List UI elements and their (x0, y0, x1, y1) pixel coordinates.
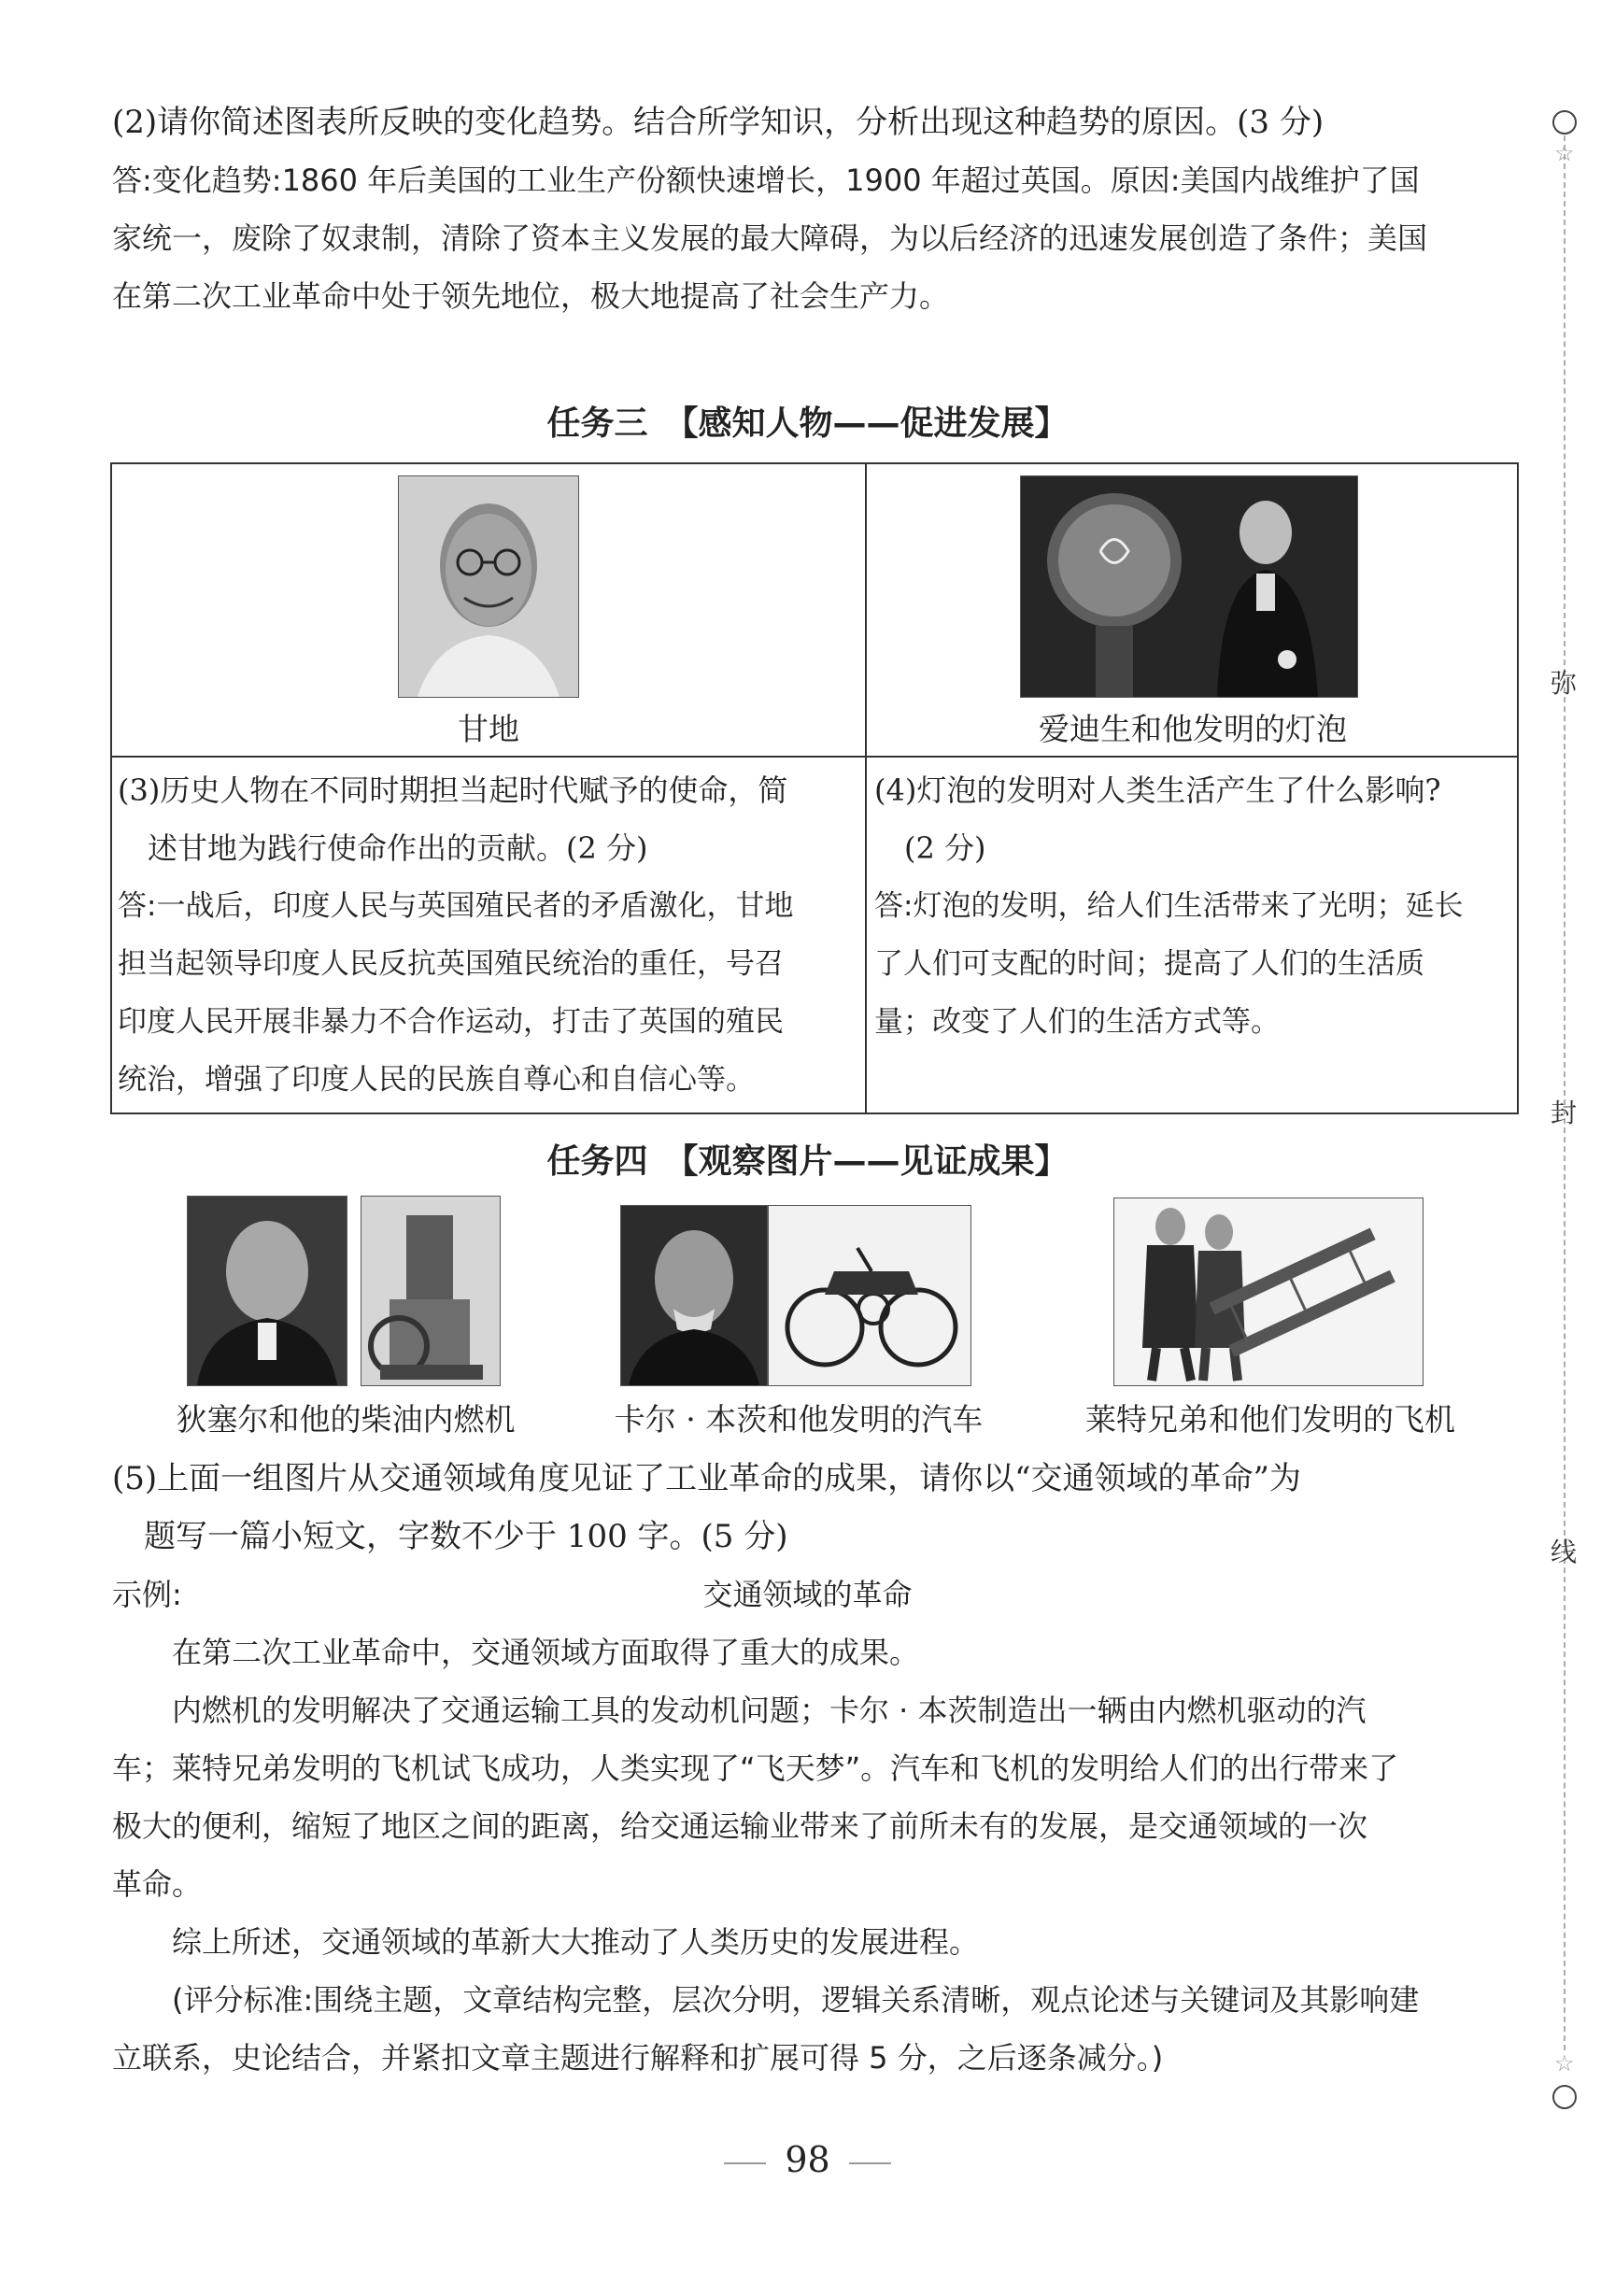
table-divider-vertical (865, 464, 867, 1113)
essay-title: 交通领域的革命 (702, 1577, 913, 1612)
answer-4-line-2: 了人们可支配的时间；提高了人们的生活质 (874, 947, 1424, 981)
essay-line-4: 极大的便利，缩短了地区之间的距离，给交通运输业带来了前所未有的发展，是交通领域的一次 (112, 1808, 1368, 1844)
edison-caption: 爱迪生和他发明的灯泡 (1039, 711, 1347, 747)
answer-4-line-1: 答:灯泡的发明，给人们生活带来了光明；延长 (874, 889, 1464, 923)
essay-line-5: 革命。 (112, 1866, 203, 1902)
question-3-cell (118, 761, 861, 1109)
answer-2-line-1: 答:变化趋势:1860 年后美国的工业生产份额快速增长，1900 年超过英国。原因:美国内战维护了国 (112, 163, 1420, 198)
binding-circle-bottom (1552, 2085, 1577, 2109)
page-number-value: 98 (785, 2139, 830, 2180)
edison-bulb-photo (1020, 475, 1358, 698)
benz-car-photo (768, 1205, 971, 1386)
answer-2-line-2: 家统一，废除了奴隶制，清除了资本主义发展的最大障碍，为以后经济的迅速发展创造了条件；美国 (112, 220, 1428, 256)
binding-circle-top (1552, 110, 1577, 135)
wright-brothers-photo (1113, 1198, 1424, 1386)
task-3-table (110, 462, 1519, 1114)
margin-char-xian: 线 (1551, 1537, 1578, 1567)
task-3-title: 任务三 【感知人物——促进发展】 (546, 404, 1069, 443)
gandhi-caption: 甘地 (458, 711, 519, 747)
question-2: (2)请你简述图表所反映的变化趋势。结合所学知识，分析出现这种趋势的原因。(3 分) (112, 104, 1325, 141)
question-4-line-1: (4)灯泡的发明对人类生活产生了什么影响? (874, 772, 1441, 808)
example-label: 示例: (112, 1577, 182, 1612)
essay-line-1: 在第二次工业革命中，交通领域方面取得了重大的成果。 (112, 1635, 920, 1670)
grading-line-2: 立联系，史论结合，并紧扣文章主题进行解释和扩展可得 5 分，之后逐条减分。) (112, 2040, 1164, 2076)
question-5-line-1: (5)上面一组图片从交通领域角度见证了工业革命的成果，请你以“交通领域的革命”为 (112, 1460, 1301, 1497)
question-4-line-2: (2 分) (874, 830, 986, 866)
benz-portrait-photo (620, 1205, 768, 1386)
answer-4-line-3: 量；改变了人们的生活方式等。 (874, 1005, 1280, 1039)
question-3-line-2: 述甘地为践行使命作出的贡献。(2 分) (118, 830, 648, 866)
answer-3-line-1: 答:一战后，印度人民与英国殖民者的矛盾激化，甘地 (118, 889, 794, 923)
margin-char-feng: 封 (1551, 1098, 1578, 1128)
question-4-cell (874, 761, 1515, 1051)
task-4-title: 任务四 【观察图片——见证成果】 (546, 1142, 1069, 1181)
question-3-line-1: (3)历史人物在不同时期担当起时代赋予的使命，简 (118, 772, 788, 808)
star-icon-bottom: ☆ (1554, 2050, 1575, 2076)
diesel-caption: 狄塞尔和他的柴油内燃机 (176, 1401, 516, 1438)
question-5-line-2: 题写一篇小短文，字数不少于 100 字。(5 分) (112, 1518, 788, 1555)
essay-line-6: 综上所述，交通领域的革新大大推动了人类历史的发展进程。 (112, 1924, 980, 1960)
star-icon-top: ☆ (1554, 140, 1575, 166)
wright-caption: 莱特兄弟和他们发明的飞机 (1085, 1401, 1455, 1438)
margin-char-mi: 弥 (1551, 668, 1578, 699)
grading-line-1: (评分标准:围绕主题，文章结构完整，层次分明，逻辑关系清晰，观点论述与关键词及其影响建 (112, 1982, 1420, 2018)
answer-3-line-4: 统治，增强了印度人民的民族自尊心和自信心等。 (118, 1063, 755, 1097)
essay-line-3: 车；莱特兄弟发明的飞机试飞成功，人类实现了“飞天梦”。汽车和飞机的发明给人们的出行带来了 (112, 1750, 1399, 1786)
page-number (0, 2139, 1615, 2180)
answer-3-line-3: 印度人民开展非暴力不合作运动，打击了英国的殖民 (118, 1005, 784, 1039)
diesel-portrait-photo (187, 1196, 347, 1386)
gandhi-photo (398, 475, 579, 698)
answer-2-line-3: 在第二次工业革命中处于领先地位，极大地提高了社会生产力。 (112, 278, 950, 314)
benz-caption: 卡尔 · 本茨和他发明的汽车 (614, 1401, 984, 1438)
answer-3-line-2: 担当起领导印度人民反抗英国殖民统治的重任，号召 (118, 947, 784, 981)
diesel-engine-photo (361, 1196, 501, 1386)
table-divider-horizontal (112, 756, 1517, 758)
essay-line-2: 内燃机的发明解决了交通运输工具的发动机问题；卡尔 · 本茨制造出一辆由内燃机驱动的汽 (112, 1693, 1367, 1728)
